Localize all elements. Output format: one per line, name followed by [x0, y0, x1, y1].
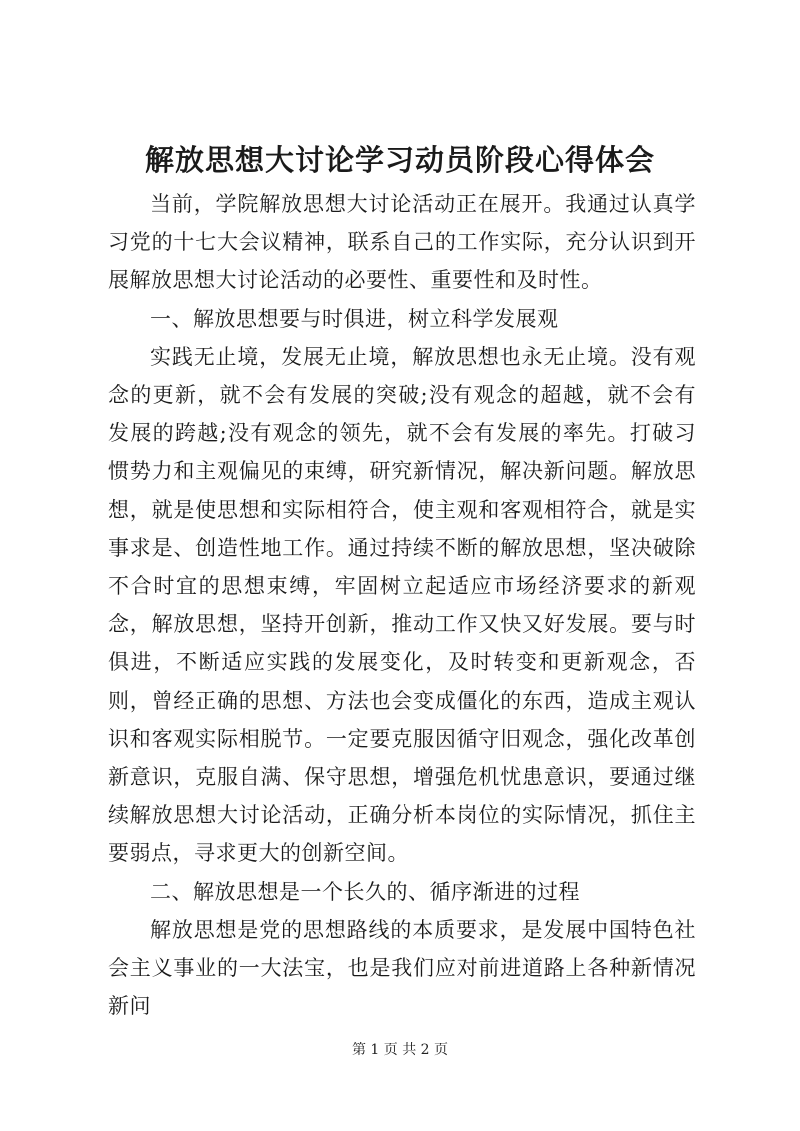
intro-paragraph: 当前，学院解放思想大讨论活动正在展开。我通过认真学习党的十七大会议精神，联系自己的工作实际，充分认识到开展解放思想大讨论活动的必要性、重要性和及时性。 [108, 192, 696, 293]
section-2-paragraph: 解放思想是党的思想路线的本质要求，是发展中国特色社会主义事业的一大法宝，也是我们应对前进道路上各种新情况新问 [108, 917, 696, 1019]
page-number-footer: 第 1 页 共 2 页 [351, 1042, 449, 1058]
section-heading-2: 二、解放思想是一个长久的、循序渐进的过程 [150, 879, 580, 904]
section-heading-1: 一、解放思想要与时俱进，树立科学发展观 [150, 306, 559, 331]
section-1-paragraph: 实践无止境，发展无止境，解放思想也永无止境。没有观念的更新，就不会有发展的突破;没有观念的超越，就不会有发展的跨越;没有观念的领先，就不会有发展的率先。打破习惯势力和主观偏见的束缚，研究新情况，解决新问题。解放思想，就是使思想和实际相符合，使主观和客观相符合，就是实事求是、创造性地工作。通过持续不断的解放思想，坚决破除不合时宜的思想束缚，牢固树立起适应市场经济要求的新观念，解放思想，坚持开创新，推动工作又快又好发展。要与时俱进，不断适应实践的发展变化，及时转变和更新观念，否则，曾经正确的思想、方法也会变成僵化的东西，造成主观认识和客观实际相脱节。一定要克服因循守旧观念，强化改革创新意识，克服自满、保守思想，增强危机忧患意识，要通过继续解放思想大讨论活动，正确分析本岗位的实际情况，抓住主要弱点，寻求更大的创新空间。 [108, 344, 696, 866]
document-body [108, 185, 696, 1025]
document-title: 解放思想大讨论学习动员阶段心得体会 [144, 143, 655, 177]
